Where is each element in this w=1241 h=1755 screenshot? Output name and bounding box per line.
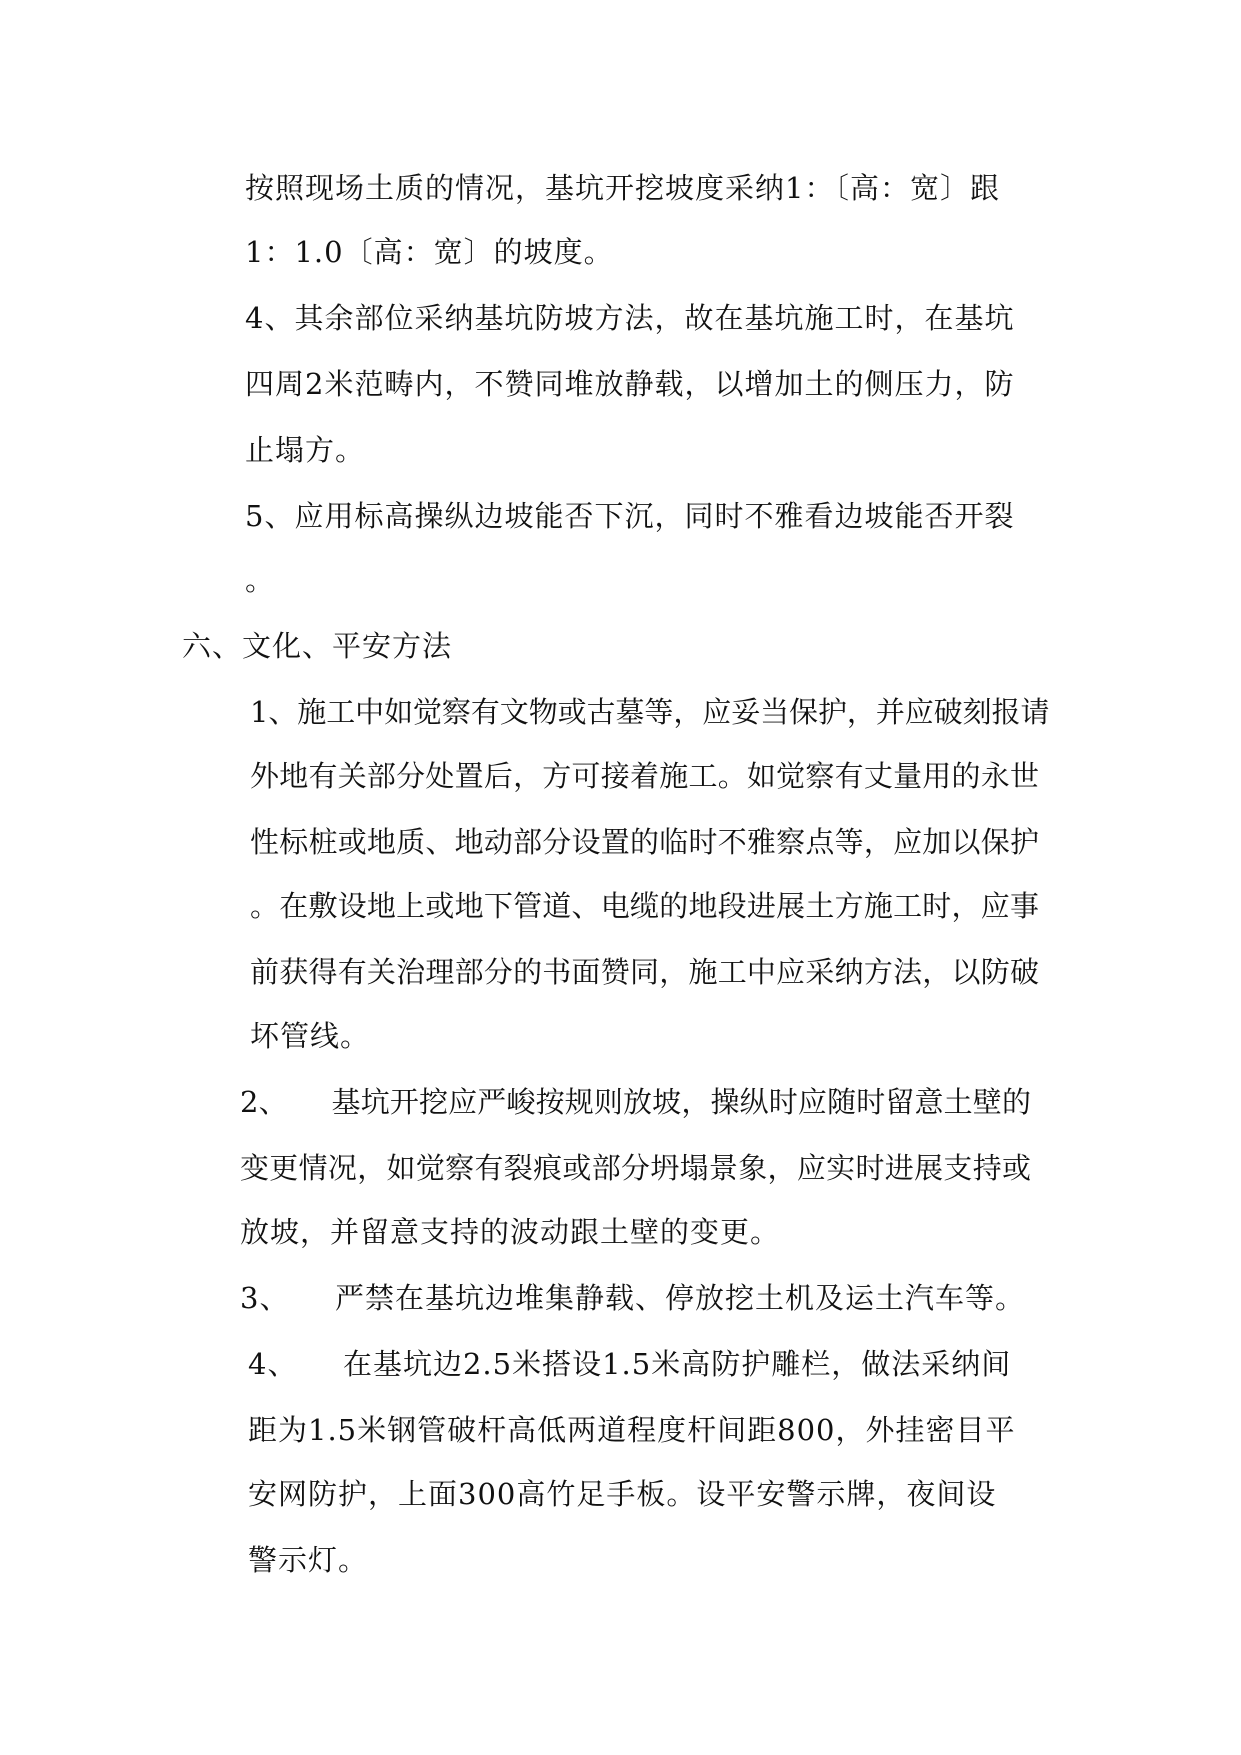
text-line: 4、 在基坑边2.5米搭设1.5米高防护雕栏，做法采纳间 (248, 1347, 1012, 1381)
text-line: 坏管线。 (250, 1019, 371, 1053)
text-line: 2、 基坑开挖应严峻按规则放坡，操纵时应随时留意土壁的 (240, 1085, 1032, 1119)
text-line: 四周2米范畴内，不赞同堆放静载，以增加土的侧压力，防 (245, 367, 1015, 401)
text-line: 1、施工中如觉察有文物或古墓等，应妥当保护，并应破刻报请 (250, 695, 1050, 729)
text-line: 。在敷设地上或地下管道、电缆的地段进展土方施工时，应事 (250, 889, 1040, 923)
section-heading: 六、文化、平安方法 (182, 629, 453, 663)
text-line: 距为1.5米钢管破杆高低两道程度杆间距800，外挂密目平 (248, 1413, 1016, 1447)
text-line: 5、应用标高操纵边坡能否下沉，同时不雅看边坡能否开裂 (245, 499, 1015, 533)
text-line: 外地有关部分处置后，方可接着施工。如觉察有丈量用的永世 (250, 759, 1040, 793)
text-line: 安网防护，上面300高竹足手板。设平安警示牌，夜间设 (248, 1477, 997, 1511)
text-line: 1：1.0〔高：宽〕的坡度。 (245, 235, 614, 269)
text-line: 按照现场土质的情况，基坑开挖坡度采纳1：〔高：宽〕跟 (245, 171, 1000, 205)
text-line: 3、 严禁在基坑边堆集静载、停放挖土机及运土汽车等。 (240, 1281, 1025, 1315)
text-line: 止塌方。 (245, 433, 366, 467)
text-line: 放坡，并留意支持的波动跟土壁的变更。 (240, 1215, 781, 1249)
text-line: 变更情况，如觉察有裂痕或部分坍塌景象，应实时进展支持或 (240, 1151, 1032, 1185)
text-line: 性标桩或地质、地动部分设置的临时不雅察点等，应加以保护 (250, 825, 1040, 859)
text-line: 前获得有关治理部分的书面赞同，施工中应采纳方法，以防破 (250, 955, 1040, 989)
text-line: 4、其余部位采纳基坑防坡方法，故在基坑施工时，在基坑 (245, 301, 1015, 335)
text-line: 警示灯。 (248, 1543, 369, 1577)
text-line: 。 (245, 563, 276, 597)
